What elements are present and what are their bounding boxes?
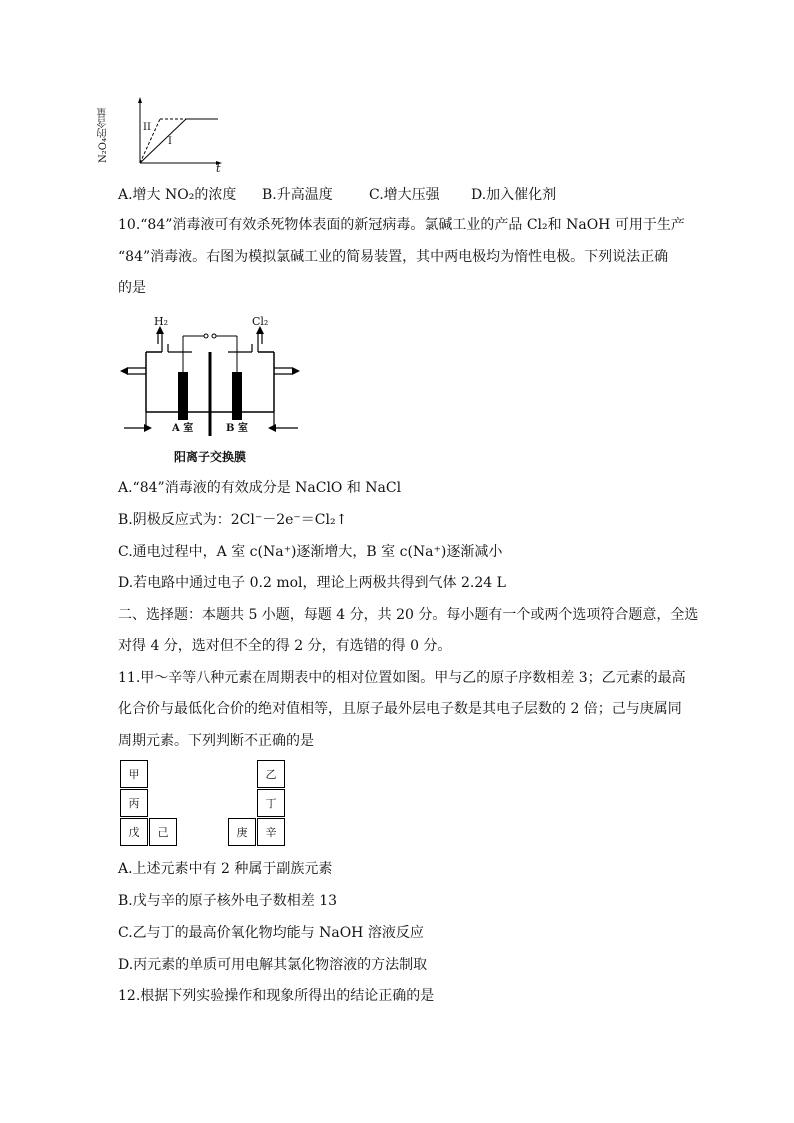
q12-stem: 12.根据下列实验操作和现象所得出的结论正确的是 [118, 988, 435, 1004]
graph-curve-ii-label: II [143, 122, 151, 133]
graph-xlabel: t [216, 162, 221, 175]
room-b-label: B 室 [226, 423, 248, 434]
q10-option-a: A.“84”消毒液的有效成分是 NaClO 和 NaCl [118, 480, 402, 496]
electrolysis-apparatus [118, 312, 304, 442]
section2-line-1: 二、选择题：本题共 5 小题，每题 4 分，共 20 分。每小题有一个或两个选项符合题意，全选 [118, 607, 699, 623]
graph-curve-i-label: I [168, 136, 172, 147]
q9-option-b: B.升高温度 [262, 187, 333, 203]
element-cell-bing: 丙 [120, 789, 148, 817]
element-cell-ding: 丁 [257, 789, 285, 817]
h2-label: H₂ [154, 315, 169, 328]
q11-stem-line-3: 周期元素。下列判断不正确的是 [118, 733, 314, 749]
q10-option-b: B.阴极反应式为：2Cl⁻－2e⁻＝Cl₂↑ [118, 512, 348, 528]
q10-stem-line-3: 的是 [118, 280, 146, 296]
element-cell-wu: 戊 [120, 818, 148, 846]
graph-ylabel: N₂O₄的含量 [98, 108, 109, 163]
q9-option-c: C.增大压强 [369, 187, 440, 203]
q9-option-a: A.增大 NO₂的浓度 [118, 187, 237, 203]
q10-option-d: D.若电路中通过电子 0.2 mol，理论上两极共得到气体 2.24 L [118, 575, 506, 591]
element-cell-geng: 庚 [228, 818, 256, 846]
element-cell-ji: 己 [149, 818, 177, 846]
room-a-label: A 室 [172, 423, 194, 434]
q10-option-c: C.通电过程中，A 室 c(Na⁺)逐渐增大，B 室 c(Na⁺)逐渐减小 [118, 544, 503, 560]
cl2-label: Cl₂ [252, 315, 269, 328]
q10-stem-line-1: 10.“84”消毒液可有效杀死物体表面的新冠病毒。氯碱工业的产品 Cl₂和 NaOH 可用于生产 [118, 217, 685, 233]
membrane-label: 阳离子交换膜 [174, 450, 247, 464]
section2-line-2: 对得 4 分，选对但不全的得 2 分，有选错的得 0 分。 [118, 638, 452, 654]
q11-option-a: A.上述元素中有 2 种属于副族元素 [118, 861, 333, 877]
q9-option-d: D.加入催化剂 [471, 187, 557, 203]
n2o4-content-graph [116, 95, 228, 175]
element-cell-jia: 甲 [120, 760, 148, 788]
element-cell-yi: 乙 [257, 760, 285, 788]
q10-stem-line-2: “84”消毒液。右图为模拟氯碱工业的简易装置，其中两电极均为惰性电极。下列说法正确 [118, 249, 669, 265]
element-cell-xin: 辛 [257, 818, 285, 846]
q11-stem-line-1: 11.甲～辛等八种元素在周期表中的相对位置如图。甲与乙的原子序数相差 3；乙元素的最高 [118, 670, 686, 686]
q11-option-b: B.戊与辛的原子核外电子数相差 13 [118, 893, 338, 909]
q11-option-c: C.乙与丁的最高价氧化物均能与 NaOH 溶液反应 [118, 925, 424, 941]
q11-option-d: D.丙元素的单质可用电解其氯化物溶液的方法制取 [118, 957, 428, 973]
q11-stem-line-2: 化合价与最低化合价的绝对值相等，且原子最外层电子数是其电子层数的 2 倍；己与庚属同 [118, 701, 682, 717]
